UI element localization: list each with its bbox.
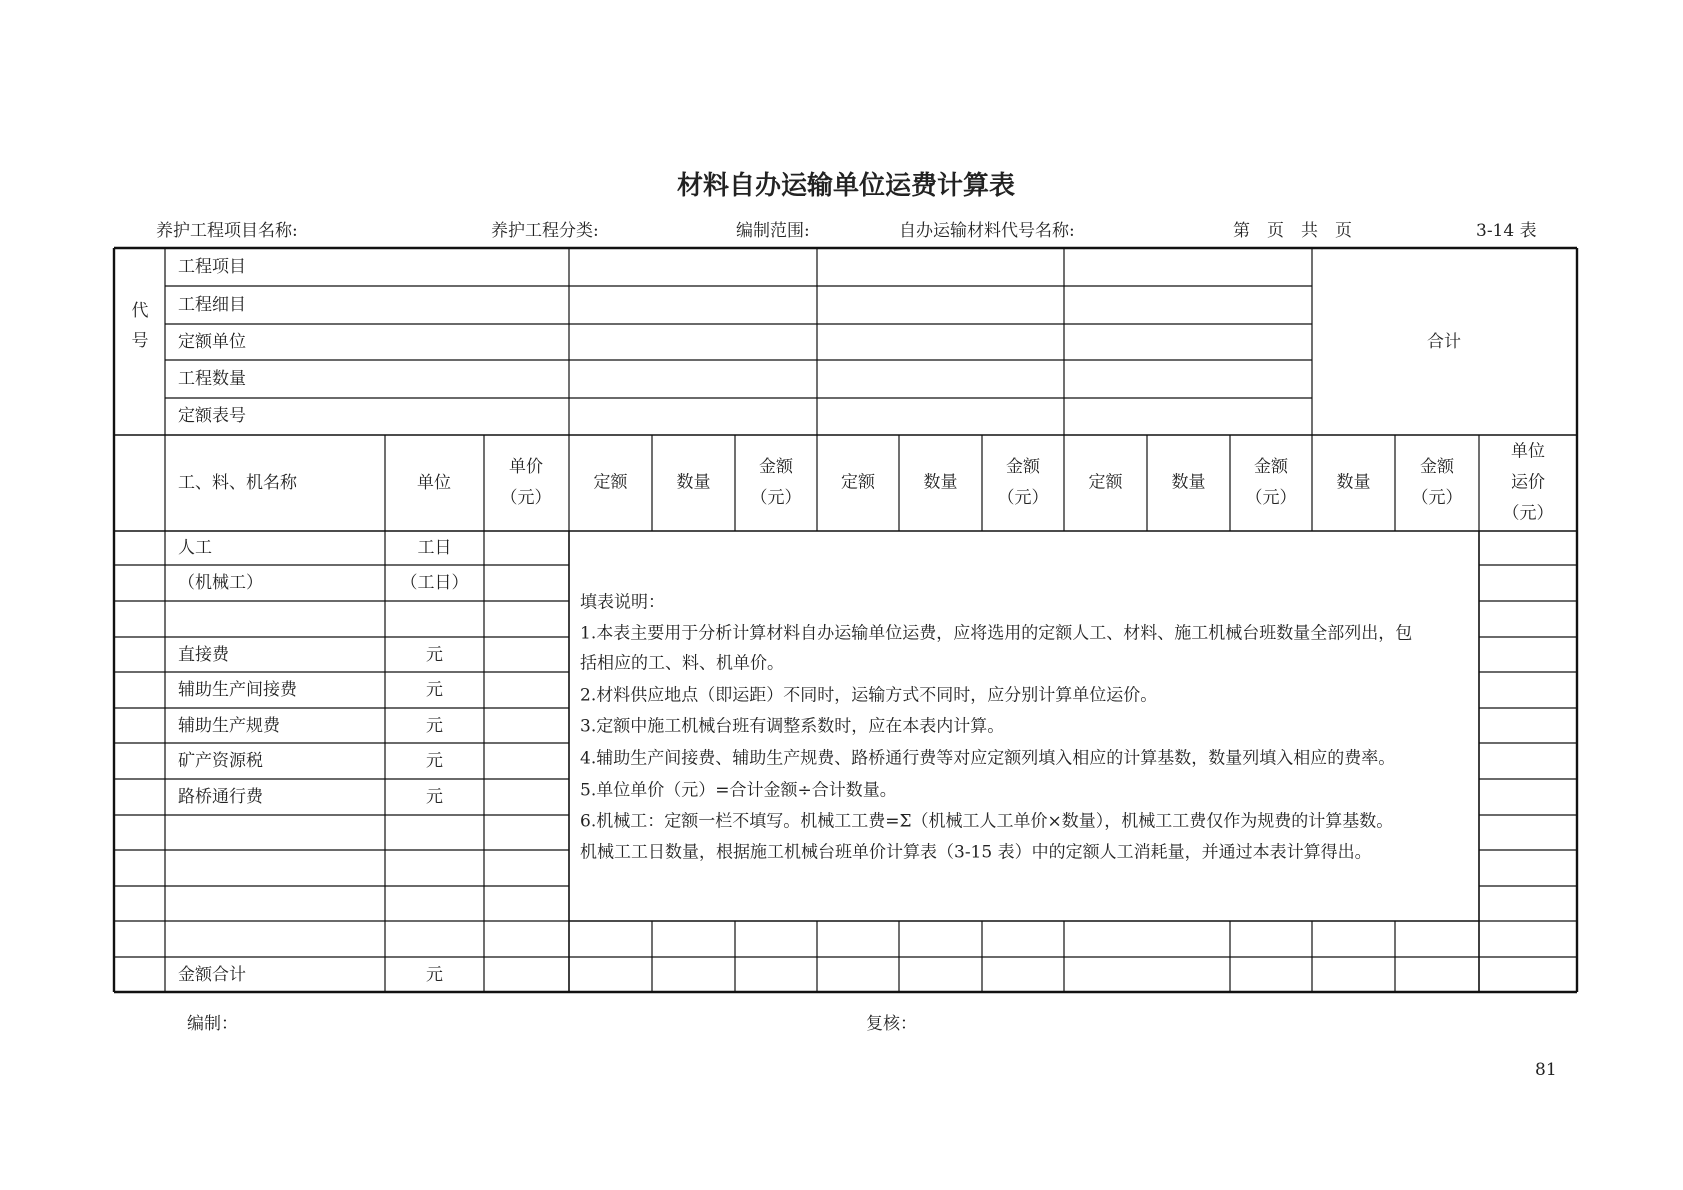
col-name: 工、料、机名称 [178,473,297,493]
col-amount-text: （元） [1411,488,1463,508]
row-label-quota-table: 定额表号 [178,406,246,426]
col-amount-text: 金额 [1420,457,1454,477]
project-name-label: 养护工程项目名称: [156,221,298,241]
instruction-line: 1.本表主要用于分析计算材料自办运输单位运费，应将选用的定额人工、材料、施工机械台班数量全部列出，包 [580,623,1413,644]
instruction-line: 5.单位单价（元）=合计金额÷合计数量。 [580,780,897,801]
instruction-line: 2.材料供应地点（即运距）不同时，运输方式不同时，应分别计算单位运价。 [580,685,1158,706]
col-amount [998,452,1049,514]
code-label-char: 代 [131,301,149,321]
col-quantity [1172,468,1206,499]
col-total-amount [1412,452,1463,514]
col-amount-text: 金额 [1254,457,1288,477]
col-quota [841,468,875,499]
reviewed-by-label: 复核： [866,1014,917,1034]
col-amount [751,452,802,514]
col-unit-price-line: （元） [500,488,552,508]
col-amount-text: 金额 [1006,457,1040,477]
col-unit-price-line: 单价 [509,457,543,477]
col-quota [594,468,628,499]
material-code-label: 自办运输材料代号名称: [899,221,1075,241]
col-quantity [924,468,958,499]
col-amount-text: （元） [750,488,802,508]
row-unit: （工日） [400,573,469,593]
col-amount-text: （元） [1245,488,1297,508]
col-amount-text: （元） [997,488,1049,508]
instruction-line: 4.辅助生产间接费、辅助生产规费、路桥通行费等对应定额列填入相应的计算基数，数量列填入相应的费率。 [580,748,1396,769]
instruction-line: 机械工工日数量，根据施工机械台班单价计算表（3-15 表）中的定额人工消耗量，并通过本表计算得出。 [580,842,1372,863]
page-count-label: 第 页 共 页 [1233,221,1352,241]
table-number: 3-14 表 [1476,221,1537,241]
row-unit: 元 [426,644,443,665]
row-name: （机械工） [178,573,263,593]
col-unit-freight-line: （元） [1502,503,1554,524]
col-total-quantity [1337,468,1371,499]
row-name: 直接费 [178,644,229,665]
row-name: 人工 [178,538,212,558]
instruction-line: 3.定额中施工机械台班有调整系数时，应在本表内计算。 [580,716,1005,737]
row-name: 辅助生产间接费 [178,680,297,700]
col-amount [1246,452,1297,514]
prepared-by-label: 编制： [187,1014,238,1034]
col-unit-freight-line: 运价 [1511,472,1545,493]
row-name: 矿产资源税 [178,751,263,771]
col-unit-freight [1503,437,1554,530]
col-unit: 单位 [417,473,451,493]
row-unit: 元 [426,715,443,736]
row-unit: 元 [426,787,443,807]
scope-label: 编制范围: [736,221,810,241]
row-unit: 元 [426,751,443,771]
page-title: 材料自办运输单位运费计算表 [676,171,1016,201]
col-amount-text: 金额 [759,457,793,477]
col-unit-freight-line: 单位 [1511,441,1545,462]
category-label: 养护工程分类: [491,221,599,241]
code-label [132,296,149,356]
instruction-line: 6.机械工：定额一栏不填写。机械工工费=Σ（机械工人工单价×数量），机械工工费仅作为规费的计算基数。 [580,811,1394,832]
row-label-quota-unit: 定额单位 [178,332,246,352]
row-label-project: 工程项目 [178,257,246,277]
col-quantity [677,468,711,499]
instruction-line: 括相应的工、料、机单价。 [580,653,784,674]
row-name: 辅助生产规费 [178,715,280,736]
row-name: 金额合计 [178,964,246,985]
col-quota [1089,468,1123,499]
col-quantity-text: 数量 [923,472,958,493]
row-unit: 工日 [417,538,452,558]
col-quota-text: 定额 [1088,472,1123,493]
col-quota-text: 定额 [841,472,875,493]
row-label-quantity: 工程数量 [178,369,246,389]
row-unit: 元 [426,964,443,985]
row-unit: 元 [426,680,443,700]
code-label-char: 号 [131,331,149,351]
col-quantity-text: 数量 [676,472,711,493]
page-number: 81 [1535,1060,1557,1080]
col-quota-text: 定额 [593,472,628,493]
row-name: 路桥通行费 [178,787,263,807]
instruction-line: 填表说明： [580,592,665,613]
total-label: 合计 [1427,332,1461,352]
col-quantity-text: 数量 [1336,472,1371,493]
col-unit-price [501,452,552,514]
row-label-item: 工程细目 [178,295,246,315]
col-quantity-text: 数量 [1171,472,1206,493]
